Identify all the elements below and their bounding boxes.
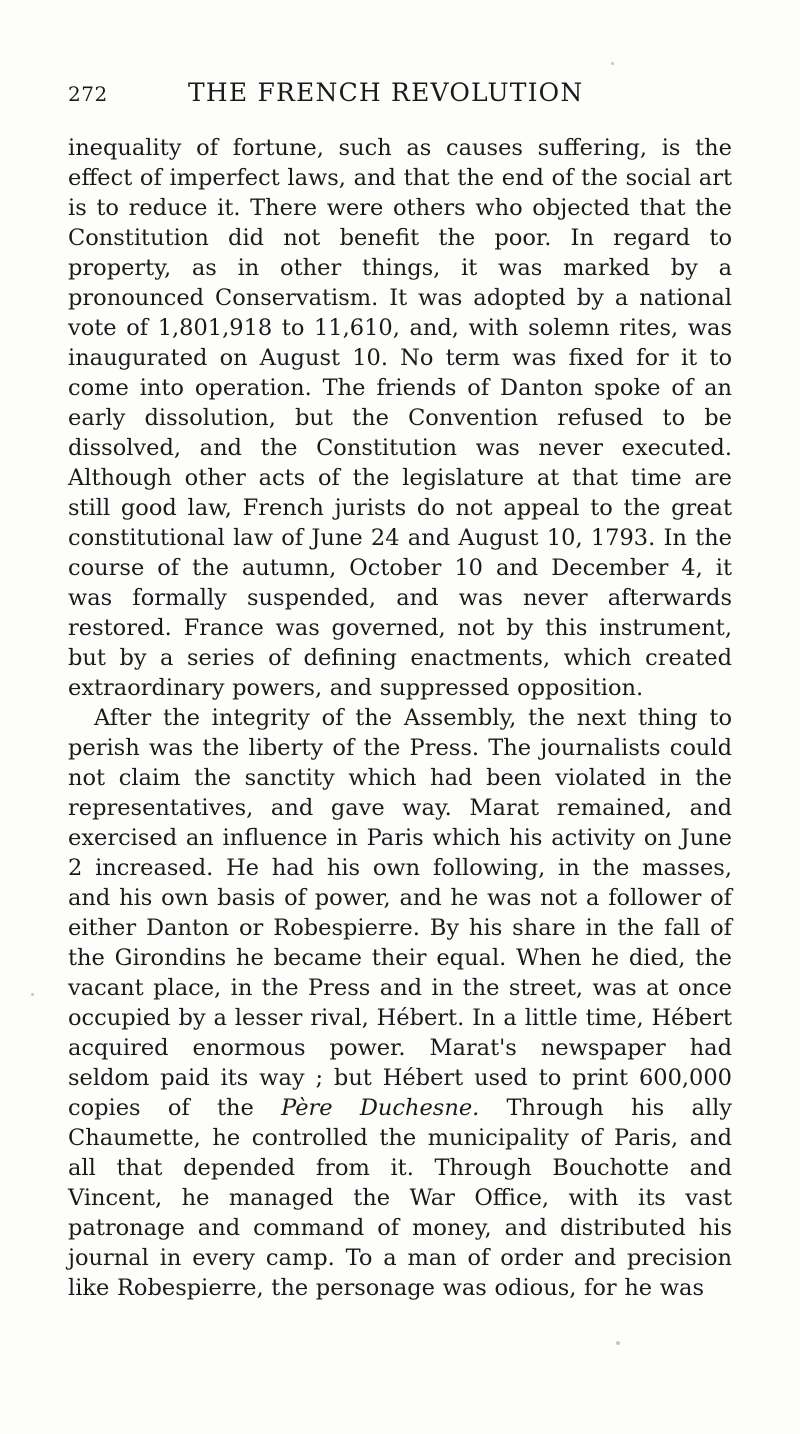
paragraph-2-part-1: After the integrity of the Assembly, the next thing to perish was the liberty of the Press. The journalists could not claim the sanctity which had been violated in the representatives, and gave way. Marat remained, and exercised an influence in Paris which his activity on June 2 increased. He had his own following, in the masses, and his own basis of power, and he was not a follower of either Danton or Robespierre. By his share in the fall of the Girondins he became their equal. When he died, the vacant place, in the Press and in the street, was at once occupied by a lesser rival, Hébert. In a little time, Hébert acquired enormous power. Marat's newspaper had seldom paid its way ; but Hébert used to print 600,000 copies of the (68, 705, 732, 1121)
paper-speck (611, 62, 614, 65)
paragraph-2 (68, 703, 732, 1303)
paper-speck (31, 993, 34, 996)
running-title: THE FRENCH REVOLUTION (188, 78, 584, 107)
page-number: 272 (68, 82, 108, 106)
publication-title: Père Duchesne. (281, 1095, 480, 1121)
page-body (68, 133, 732, 1303)
page-header (68, 78, 732, 107)
paper-speck (616, 1341, 620, 1345)
paragraph-2-part-2: Through his ally Chaumette, he controlled the municipality of Paris, and all that depended from it. Through Bouchotte and Vincent, he managed the War Office, with its vast patronage and command of money, and distributed his journal in every camp. To a man of order and precision like Robespierre, the personage was odious, for he was (68, 1095, 732, 1301)
paragraph-1: inequality of fortune, such as causes suffering, is the effect of imperfect laws, and that the end of the social art is to reduce it. There were others who objected that the Constitution did not benefit the poor. In regard to property, as in other things, it was marked by a pronounced Conservatism. It was adopted by a national vote of 1,801,918 to 11,610, and, with solemn rites, was inaugurated on August 10. No term was fixed for it to come into operation. The friends of Danton spoke of an early dissolution, but the Convention refused to be dissolved, and the Constitution was never executed. Although other acts of the legislature at that time are still good law, French jurists do not appeal to the great constitutional law of June 24 and August 10, 1793. In the course of the autumn, October 10 and December 4, it was formally suspended, and was never afterwards restored. France was governed, not by this instrument, but by a series of defining enactments, which created extraordinary powers, and suppressed opposition. (68, 135, 732, 701)
